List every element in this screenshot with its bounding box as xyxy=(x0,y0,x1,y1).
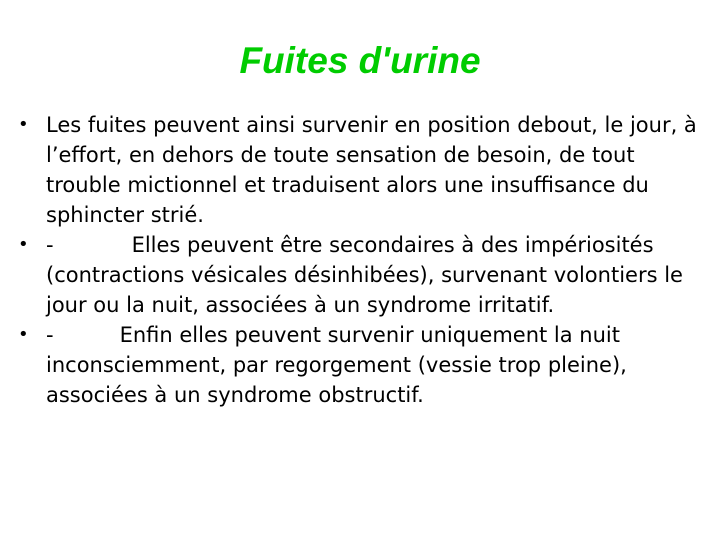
bullet-dash: - xyxy=(46,323,54,347)
bullet-text: Elles peuvent être secondaires à des impériosités (contractions vésicales désinhibées), survenant volontiers le jour ou la nuit, associées à un syndrome irritatif. xyxy=(46,233,683,317)
bullet-item-1 xyxy=(14,110,704,230)
bullet-dash: - xyxy=(46,233,54,257)
slide-title xyxy=(0,40,720,82)
bullet-list xyxy=(14,110,704,410)
bullet-dot-icon: • xyxy=(18,234,29,255)
bullet-item-3 xyxy=(14,320,704,410)
bullet-text: Enfin elles peuvent survenir uniquement la nuit inconsciemment, par regorgement (vessie trop pleine), associées à un syndrome obstructif. xyxy=(46,323,627,407)
slide-title-text: Fuites d'urine xyxy=(239,40,481,81)
bullet-text: Les fuites peuvent ainsi survenir en position debout, le jour, à l’effort, en dehors de toute sensation de besoin, de tout trouble mictionnel et traduisent alors une insuffisance du sphincter strié. xyxy=(46,113,697,227)
bullet-item-2 xyxy=(14,230,704,320)
bullet-dot-icon: • xyxy=(18,324,29,345)
bullet-dot-icon: • xyxy=(18,114,29,135)
